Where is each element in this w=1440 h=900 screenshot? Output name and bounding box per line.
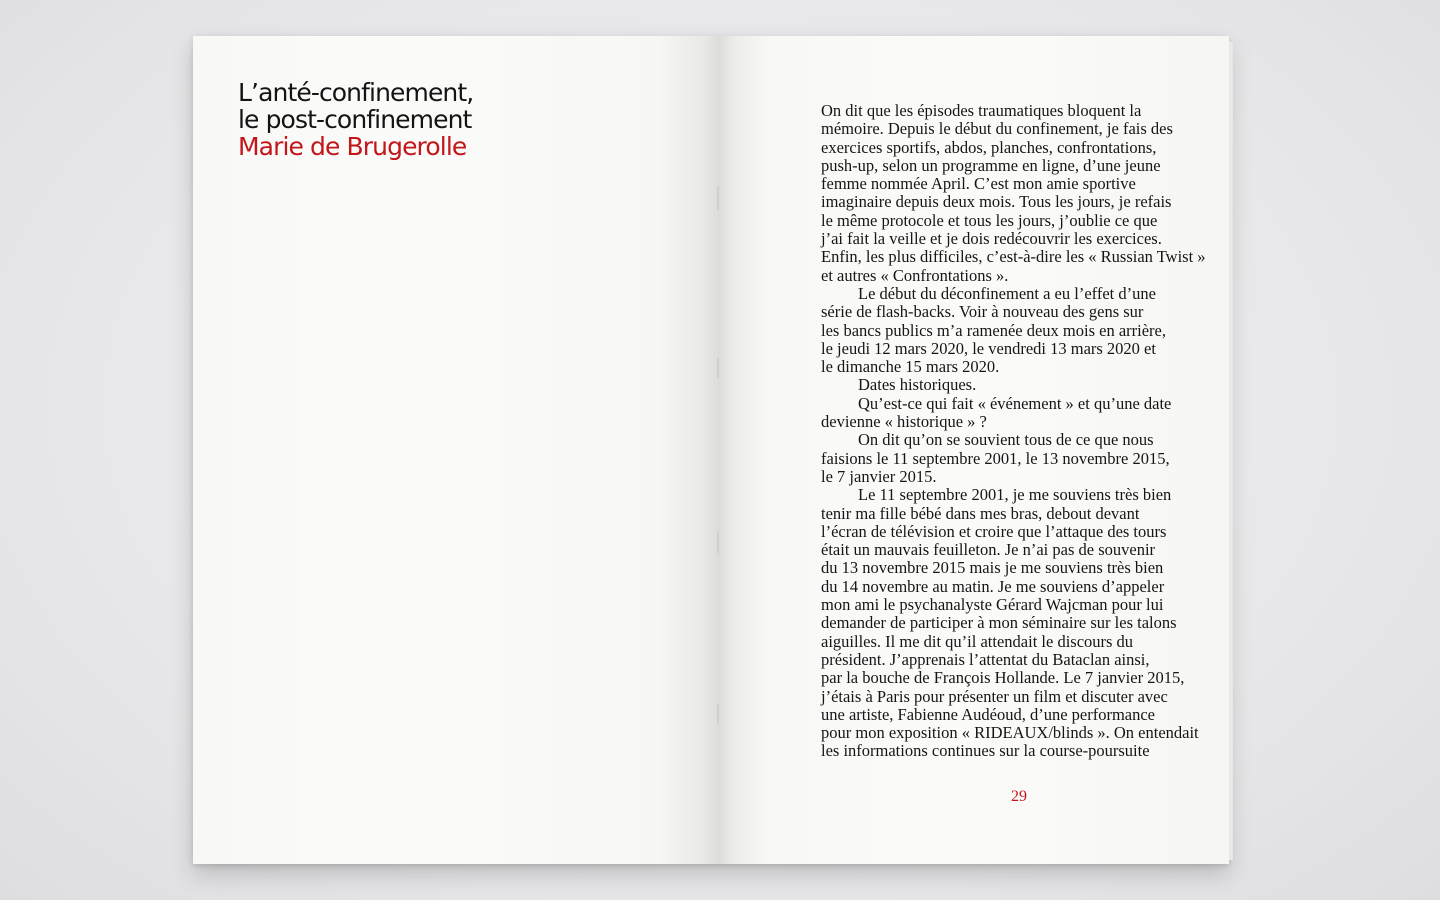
body-text: [821, 102, 1216, 761]
text-line: était un mauvais feuilleton. Je n’ai pas de souvenir: [821, 540, 1156, 560]
text-line: On dit qu’on se souvient tous de ce que nous: [858, 430, 1154, 450]
text-line: j’ai fait la veille et je dois redécouvrir les exercices.: [821, 229, 1162, 249]
left-page: [193, 36, 719, 864]
text-line: série de flash-backs. Voir à nouveau des gens sur: [821, 302, 1144, 322]
text-line: pour mon exposition « RIDEAUX/blinds ». On entendait: [821, 723, 1199, 743]
open-book: [193, 36, 1229, 864]
right-page: [719, 36, 1229, 864]
text-line: le jeudi 12 mars 2020, le vendredi 13 mars 2020 et: [821, 338, 1156, 358]
text-line: j’étais à Paris pour présenter un film et discuter avec: [821, 686, 1168, 706]
text-line: femme nommée April. C’est mon amie sportive: [821, 174, 1136, 194]
text-line: les bancs publics m’a ramenée deux mois en arrière,: [821, 320, 1166, 340]
text-line: du 14 novembre au matin. Je me souviens d’appeler: [821, 576, 1165, 596]
chapter-heading: [238, 79, 473, 160]
text-line: président. J’apprenais l’attentat du Bataclan ainsi,: [821, 649, 1150, 669]
text-line: les informations continues sur la course-poursuite: [821, 741, 1150, 761]
text-line: le même protocole et tous les jours, j’oublie ce que: [821, 210, 1158, 230]
text-line: mémoire. Depuis le début du confinement, je fais des: [821, 119, 1173, 139]
binding-stitch: [717, 704, 719, 724]
text-line: Dates historiques.: [858, 375, 977, 395]
text-line: du 13 novembre 2015 mais je me souviens très bien: [821, 558, 1164, 578]
text-line: et autres « Confrontations ».: [821, 265, 1009, 285]
text-line: le 7 janvier 2015.: [821, 466, 937, 486]
text-line: le dimanche 15 mars 2020.: [821, 357, 1000, 377]
text-line: aiguilles. Il me dit qu’il attendait le discours du: [821, 631, 1134, 651]
chapter-title-line-2: le post-confinement: [238, 105, 472, 134]
page-number: [719, 788, 1229, 806]
page-edges: [1229, 42, 1233, 860]
text-line: devienne « historique » ?: [821, 412, 987, 432]
text-line: push-up, selon un programme en ligne, d’une jeune: [821, 155, 1161, 175]
binding-stitch: [717, 531, 719, 553]
text-line: exercices sportifs, abdos, planches, confrontations,: [821, 137, 1157, 157]
text-line: Qu’est-ce qui fait « événement » et qu’une date: [858, 393, 1172, 413]
text-line: tenir ma fille bébé dans mes bras, debout devant: [821, 503, 1140, 523]
text-line: Le 11 septembre 2001, je me souviens très bien: [858, 485, 1172, 505]
text-line: par la bouche de François Hollande. Le 7 janvier 2015,: [821, 668, 1185, 688]
chapter-title-line-1: L’anté-confinement,: [238, 78, 474, 107]
text-line: Enfin, les plus difficiles, c’est-à-dire les « Russian Twist »: [821, 247, 1206, 267]
binding-stitch: [717, 186, 719, 210]
text-line: demander de participer à mon séminaire sur les talons: [821, 613, 1177, 633]
text-line: On dit que les épisodes traumatiques bloquent la: [821, 101, 1142, 120]
binding-stitch: [717, 358, 719, 378]
text-line: imaginaire depuis deux mois. Tous les jours, je refais: [821, 192, 1172, 212]
text-line: une artiste, Fabienne Audéoud, d’une performance: [821, 704, 1156, 724]
text-line: l’écran de télévision et croire que l’attaque des tours: [821, 521, 1167, 541]
text-line: mon ami le psychanalyste Gérard Wajcman pour lui: [821, 595, 1164, 615]
chapter-author: Marie de Brugerolle: [238, 132, 467, 161]
page-number-label: 29: [1011, 788, 1027, 805]
text-line: Le début du déconfinement a eu l’effet d’une: [858, 283, 1156, 303]
text-line: faisions le 11 septembre 2001, le 13 novembre 2015,: [821, 448, 1170, 468]
